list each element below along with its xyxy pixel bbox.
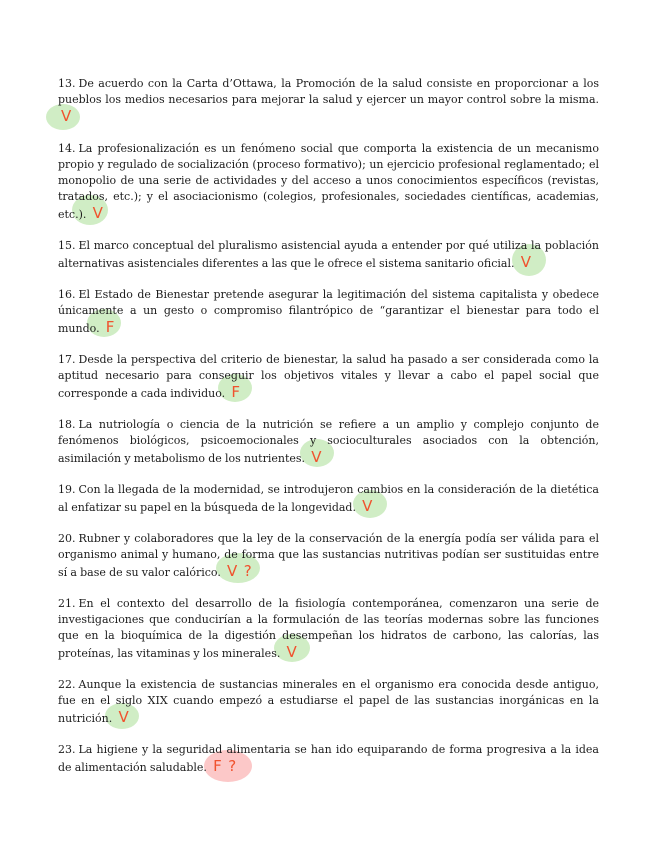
answer-mark: F xyxy=(105,318,116,336)
answer-mark: V xyxy=(362,497,374,515)
answer-annotation xyxy=(115,709,129,727)
question-text: Rubner y colaboradores que la ley de la conservación de la energía podía ser válida para el organismo animal y humano, de forma que las sustancias nutritivas podían ser sustituidas entre sí a base de su valor calórico. xyxy=(58,532,599,579)
question-21 xyxy=(58,596,599,662)
answer-mark: V xyxy=(520,253,532,271)
question-16 xyxy=(58,287,599,337)
answer-mark: V xyxy=(61,107,73,125)
answer-annotation xyxy=(103,319,116,337)
answer-mark: V xyxy=(92,204,104,222)
question-number: 23. xyxy=(58,743,76,756)
question-14 xyxy=(58,141,599,223)
question-text: Desde la perspectiva del criterio de bienestar, la salud ha pasado a ser considerada como la aptitud necesario para conseguir los objetivos vitales y llevar a cabo el papel social que corresponde a cada individuo. xyxy=(58,353,599,400)
answer-annotation xyxy=(518,254,532,272)
answer-annotation xyxy=(224,563,253,581)
question-number: 18. xyxy=(58,418,76,431)
question-number: 19. xyxy=(58,483,76,496)
question-23 xyxy=(58,742,599,776)
question-15 xyxy=(58,238,599,272)
question-text: En el contexto del desarrollo de la fisiología contemporánea, comenzaron una serie de investigaciones que conducirían a la formulación de las teorías modernas sobre las funciones que en la bioquímica de la digestión desempeñan los hidratos de carbono, las calorías, las proteínas, las vitaminas y los minerales. xyxy=(58,597,599,660)
answer-annotation xyxy=(284,644,298,662)
answer-annotation xyxy=(228,384,241,402)
question-20 xyxy=(58,531,599,581)
question-text: La nutriología o ciencia de la nutrición se refiere a un amplio y complejo conjunto de fenómenos biológicos, psicoemocionales y socioculturales asociados con la obtención, asimilación y metabolismo de los nutrientes. xyxy=(58,418,599,465)
answer-mark: V xyxy=(311,448,323,466)
question-13 xyxy=(58,76,599,126)
question-number: 13. xyxy=(58,77,76,90)
question-number: 17. xyxy=(58,353,76,366)
question-text: La higiene y la seguridad alimentaria se han ido equiparando de forma progresiva a la idea de alimentación saludable. xyxy=(58,743,599,774)
question-text: De acuerdo con la Carta d’Ottawa, la Promoción de la salud consiste en proporcionar a los pueblos los medios necesarios para mejorar la salud y ejercer un mayor control sobre la misma. xyxy=(58,77,599,106)
question-number: 20. xyxy=(58,532,76,545)
answer-annotation xyxy=(90,205,104,223)
question-text: Con la llegada de la modernidad, se introdujeron cambios en la consideración de la dietética al enfatizar su papel en la búsqueda de la longevidad. xyxy=(58,483,599,514)
question-list xyxy=(58,76,599,791)
question-17 xyxy=(58,352,599,402)
answer-mark: V xyxy=(118,708,130,726)
answer-annotation xyxy=(58,108,72,126)
question-text: El Estado de Bienestar pretende asegurar la legitimación del sistema capitalista y obedece únicamente a un gesto o compromiso filantrópico de “garantizar el bienestar para todo el mundo. xyxy=(58,288,599,335)
question-19 xyxy=(58,482,599,516)
answer-annotation xyxy=(359,498,373,516)
answer-mark: F ? xyxy=(213,757,238,775)
question-number: 21. xyxy=(58,597,76,610)
question-number: 16. xyxy=(58,288,76,301)
question-number: 22. xyxy=(58,678,76,691)
answer-mark: V ? xyxy=(227,562,253,580)
question-text: Aunque la existencia de sustancias minerales en el organismo era conocida desde antiguo, fue en el siglo XIX cuando empezó a estudiarse el papel de las sustancias inorgánicas en la nutrición. xyxy=(58,678,599,725)
question-number: 14. xyxy=(58,142,76,155)
answer-annotation xyxy=(210,758,237,776)
question-text: La profesionalización es un fenómeno social que comporta la existencia de un mecanismo propio y regulado de socialización (proceso formativo); un ejercicio profesional reglamentado; el monopolio de una serie de actividades y del acceso a unos conocimientos específicos (revistas, tratados, etc.); y el asociacionismo (colegios, profesionales, sociedades científicas, academias, etc.). xyxy=(58,142,599,221)
answer-mark: V xyxy=(286,643,298,661)
question-text: El marco conceptual del pluralismo asistencial ayuda a entender por qué utiliza la población alternativas asistenciales diferentes a las que le ofrece el sistema sanitario oficial. xyxy=(58,239,599,270)
answer-annotation xyxy=(308,449,322,467)
question-22 xyxy=(58,677,599,727)
question-18 xyxy=(58,417,599,467)
question-number: 15. xyxy=(58,239,76,252)
answer-mark: F xyxy=(231,383,242,401)
